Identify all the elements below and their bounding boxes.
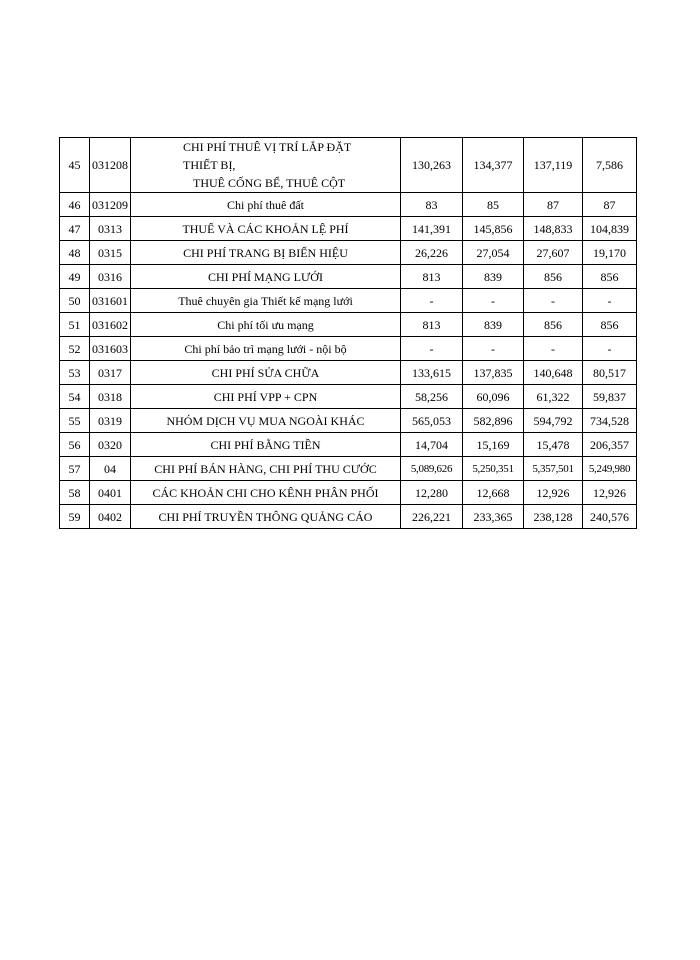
value-col-3: 148,833 — [524, 217, 583, 241]
value-col-3: 87 — [524, 193, 583, 217]
account-code: 0401 — [90, 481, 131, 505]
account-code: 031602 — [90, 313, 131, 337]
table-row — [60, 481, 637, 505]
table-row — [60, 433, 637, 457]
item-name: CÁC KHOẢN CHI CHO KÊNH PHÂN PHỐI — [131, 481, 401, 505]
value-col-2: 60,096 — [463, 385, 524, 409]
table-row — [60, 241, 637, 265]
document-page — [59, 137, 636, 529]
item-name: CHI PHÍ SỬA CHỮA — [131, 361, 401, 385]
value-col-4: 240,576 — [583, 505, 637, 529]
value-col-1: 813 — [401, 313, 463, 337]
item-name: Chi phí bảo trì mạng lưới - nội bộ — [131, 337, 401, 361]
item-name — [131, 138, 401, 193]
value-col-3: 15,478 — [524, 433, 583, 457]
account-code: 0318 — [90, 385, 131, 409]
value-col-2: 134,377 — [463, 138, 524, 193]
value-col-4: 80,517 — [583, 361, 637, 385]
value-col-3: 137,119 — [524, 138, 583, 193]
value-col-3: 594,792 — [524, 409, 583, 433]
value-col-1: 83 — [401, 193, 463, 217]
item-name: Chi phí tối ưu mạng — [131, 313, 401, 337]
value-col-1: 12,280 — [401, 481, 463, 505]
value-col-4: 87 — [583, 193, 637, 217]
value-col-3: 61,322 — [524, 385, 583, 409]
item-name: CHI PHÍ BẰNG TIỀN — [131, 433, 401, 457]
row-number: 52 — [60, 337, 90, 361]
account-code: 031208 — [90, 138, 131, 193]
account-code: 0313 — [90, 217, 131, 241]
value-col-4: 12,926 — [583, 481, 637, 505]
value-col-3: - — [524, 337, 583, 361]
value-col-4: 5,249,980 — [583, 457, 637, 481]
value-col-3: 238,128 — [524, 505, 583, 529]
value-col-2: 85 — [463, 193, 524, 217]
account-code: 0319 — [90, 409, 131, 433]
value-col-1: 565,053 — [401, 409, 463, 433]
value-col-1: 133,615 — [401, 361, 463, 385]
table-row — [60, 409, 637, 433]
item-name: CHI PHÍ VPP + CPN — [131, 385, 401, 409]
table-row — [60, 505, 637, 529]
item-name-line-2: THUÊ CỐNG BỂ, THUÊ CỘT — [193, 176, 346, 190]
table-row — [60, 361, 637, 385]
item-name: CHI PHÍ BÁN HÀNG, CHI PHÍ THU CƯỚC — [131, 457, 401, 481]
table-row — [60, 313, 637, 337]
value-col-2: 233,365 — [463, 505, 524, 529]
account-code: 031601 — [90, 289, 131, 313]
value-col-4: 104,839 — [583, 217, 637, 241]
row-number: 50 — [60, 289, 90, 313]
item-name: Chi phí thuê đất — [131, 193, 401, 217]
value-col-1: 130,263 — [401, 138, 463, 193]
table-row — [60, 385, 637, 409]
value-col-4: 206,357 — [583, 433, 637, 457]
value-col-2: 145,856 — [463, 217, 524, 241]
value-col-1: 5,089,626 — [401, 457, 463, 481]
row-number: 46 — [60, 193, 90, 217]
value-col-2: 12,668 — [463, 481, 524, 505]
value-col-4: 19,170 — [583, 241, 637, 265]
value-col-3: 140,648 — [524, 361, 583, 385]
account-code: 0317 — [90, 361, 131, 385]
item-name: CHI PHÍ TRANG BỊ BIỂN HIỆU — [131, 241, 401, 265]
table-row — [60, 265, 637, 289]
row-number: 51 — [60, 313, 90, 337]
item-name: CHI PHÍ MẠNG LƯỚI — [131, 265, 401, 289]
account-code: 0315 — [90, 241, 131, 265]
item-name: Thuê chuyên gia Thiết kế mạng lưới — [131, 289, 401, 313]
account-code: 0316 — [90, 265, 131, 289]
value-col-3: - — [524, 289, 583, 313]
value-col-1: - — [401, 337, 463, 361]
value-col-2: 27,054 — [463, 241, 524, 265]
value-col-4: - — [583, 337, 637, 361]
table-row — [60, 457, 637, 481]
value-col-4: 856 — [583, 313, 637, 337]
value-col-3: 856 — [524, 265, 583, 289]
row-number: 45 — [60, 138, 90, 193]
account-code: 031209 — [90, 193, 131, 217]
value-col-2: 839 — [463, 313, 524, 337]
value-col-1: 141,391 — [401, 217, 463, 241]
value-col-2: 582,896 — [463, 409, 524, 433]
value-col-4: 59,837 — [583, 385, 637, 409]
row-number: 48 — [60, 241, 90, 265]
item-name-line-1: CHI PHÍ THUÊ VỊ TRÍ LẮP ĐẶT THIẾT BỊ, — [183, 140, 352, 172]
value-col-1: 14,704 — [401, 433, 463, 457]
value-col-3: 27,607 — [524, 241, 583, 265]
value-col-1: - — [401, 289, 463, 313]
value-col-1: 226,221 — [401, 505, 463, 529]
row-number: 47 — [60, 217, 90, 241]
value-col-2: - — [463, 289, 524, 313]
row-number: 58 — [60, 481, 90, 505]
value-col-2: 15,169 — [463, 433, 524, 457]
item-name: NHÓM DỊCH VỤ MUA NGOÀI KHÁC — [131, 409, 401, 433]
value-col-1: 58,256 — [401, 385, 463, 409]
item-name: CHI PHÍ TRUYỀN THÔNG QUẢNG CÁO — [131, 505, 401, 529]
value-col-3: 856 — [524, 313, 583, 337]
item-name: THUẾ VÀ CÁC KHOẢN LỆ PHÍ — [131, 217, 401, 241]
row-number: 56 — [60, 433, 90, 457]
account-code: 0402 — [90, 505, 131, 529]
value-col-4: 734,528 — [583, 409, 637, 433]
value-col-3: 5,357,501 — [524, 457, 583, 481]
value-col-2: 137,835 — [463, 361, 524, 385]
row-number: 53 — [60, 361, 90, 385]
table-row — [60, 193, 637, 217]
table-row — [60, 289, 637, 313]
value-col-4: - — [583, 289, 637, 313]
table-row — [60, 217, 637, 241]
account-code: 031603 — [90, 337, 131, 361]
account-code: 0320 — [90, 433, 131, 457]
value-col-2: - — [463, 337, 524, 361]
table-row — [60, 337, 637, 361]
value-col-1: 26,226 — [401, 241, 463, 265]
row-number: 55 — [60, 409, 90, 433]
row-number: 57 — [60, 457, 90, 481]
value-col-4: 7,586 — [583, 138, 637, 193]
value-col-4: 856 — [583, 265, 637, 289]
cost-table — [59, 137, 637, 529]
account-code: 04 — [90, 457, 131, 481]
row-number: 49 — [60, 265, 90, 289]
value-col-2: 839 — [463, 265, 524, 289]
value-col-3: 12,926 — [524, 481, 583, 505]
row-number: 54 — [60, 385, 90, 409]
value-col-2: 5,250,351 — [463, 457, 524, 481]
row-number: 59 — [60, 505, 90, 529]
value-col-1: 813 — [401, 265, 463, 289]
table-row — [60, 138, 637, 193]
